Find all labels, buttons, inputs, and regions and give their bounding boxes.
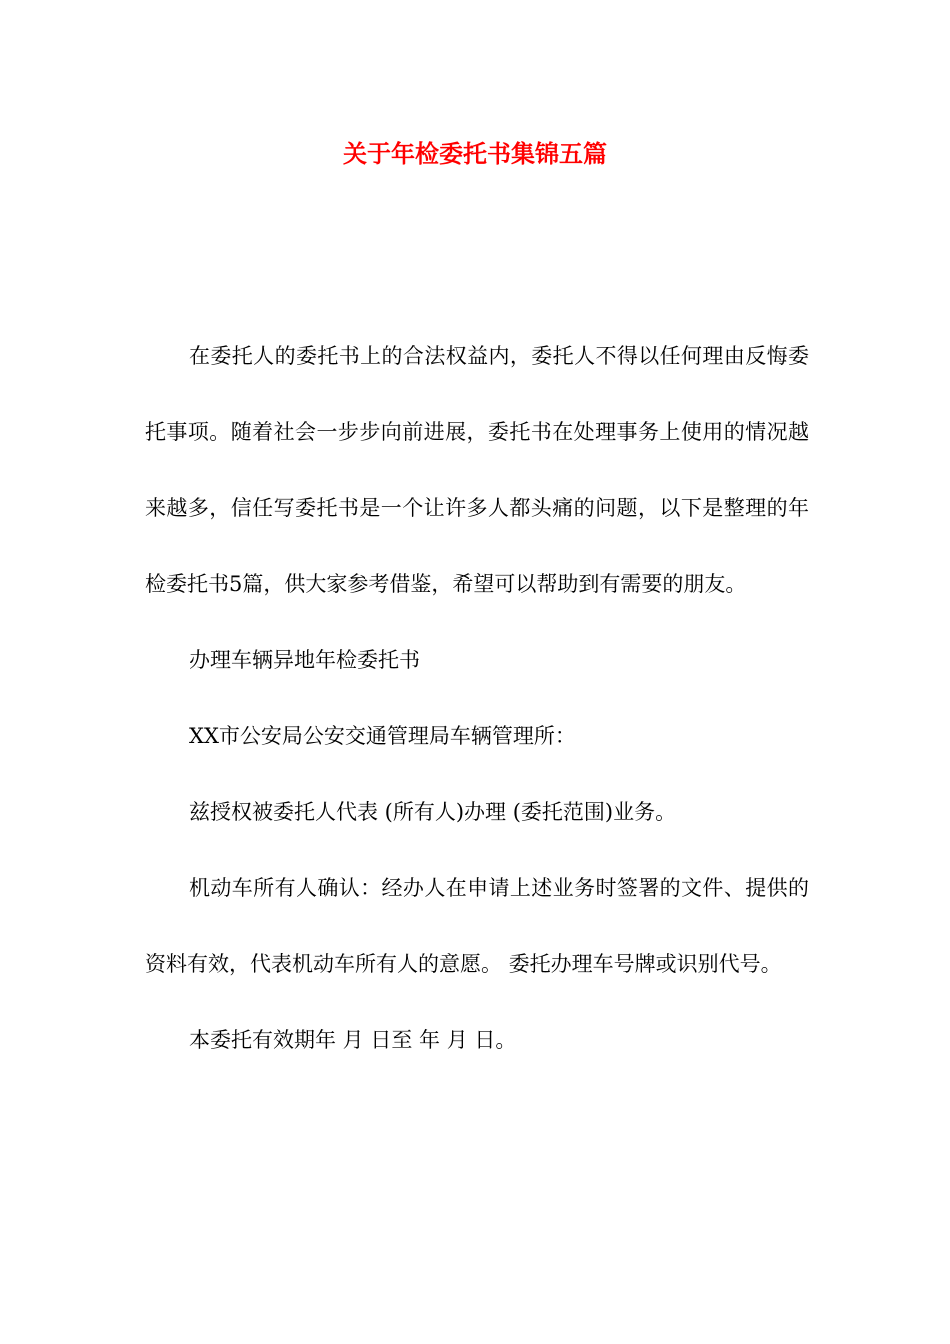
paragraph-heading: 办理车辆异地年检委托书 xyxy=(189,648,420,672)
paragraph-confirmation: 机动车所有人确认：经办人在申请上述业务时签署的文件、提供的资料有效，代表机动车所有人的意愿。 委托办理车号牌或识别代号。 xyxy=(145,876,809,976)
paragraph-intro: 在委托人的委托书上的合法权益内，委托人不得以任何理由反悔委托事项。随着社会一步步向前进展，委托书在处理事务上使用的情况越来越多，信任写委托书是一个让许多人都头痛的问题，以下是整理的年检委托书5篇，供大家参考借鉴，希望可以帮助到有需要的朋友。 xyxy=(145,344,809,596)
paragraph-addressee: XX市公安局公安交通管理局车辆管理所： xyxy=(189,724,576,748)
paragraph-validity: 本委托有效期年 月 日至 年 月 日。 xyxy=(189,1028,517,1052)
document-body xyxy=(145,318,809,1078)
document-title: 关于年检委托书集锦五篇 xyxy=(343,140,607,168)
paragraph-authorization: 兹授权被委托人代表 (所有人)办理 (委托范围)业务。 xyxy=(189,800,677,824)
